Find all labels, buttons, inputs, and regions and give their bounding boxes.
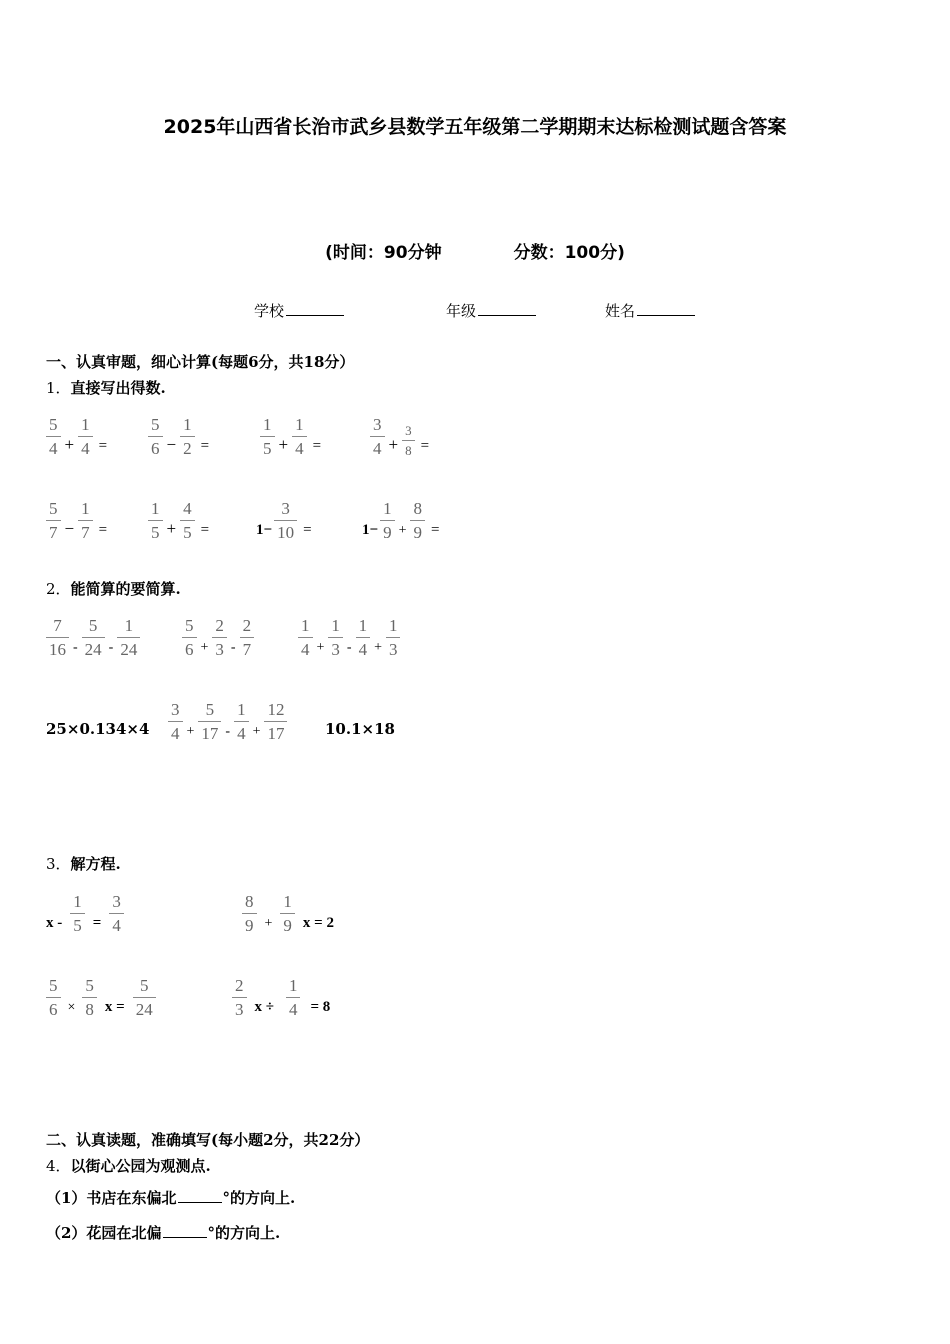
fraction-numerator: 3 — [281, 499, 290, 518]
fraction — [117, 617, 140, 658]
fraction-denominator: 24 — [82, 637, 105, 658]
fraction-numerator: 1 — [383, 499, 392, 518]
fraction — [260, 416, 275, 457]
fraction — [82, 617, 105, 658]
math-operator: = 8 — [310, 999, 331, 1015]
math-operator: x = 2 — [302, 915, 334, 931]
fraction — [242, 893, 257, 934]
fraction-denominator: 4 — [356, 637, 371, 658]
math-operator: + — [64, 435, 75, 454]
fraction-numerator: 4 — [183, 499, 192, 518]
fraction-numerator: 5 — [85, 976, 94, 995]
fraction-denominator: 4 — [78, 436, 93, 457]
math-operator: + — [186, 724, 195, 739]
fraction — [234, 701, 249, 742]
fraction-denominator: 4 — [168, 721, 183, 742]
fraction — [198, 701, 221, 742]
math-operator: + — [388, 435, 399, 454]
math-operator: = — [420, 438, 430, 454]
q4-text: 以街心公园为观测点. — [70, 1157, 211, 1175]
math-operator: + — [252, 724, 261, 739]
q4-prompt — [46, 1155, 211, 1176]
fraction-numerator: 1 — [331, 616, 340, 635]
school-label: 学校 — [254, 302, 285, 320]
fraction-denominator: 3 — [212, 637, 227, 658]
q1-prompt — [46, 377, 166, 398]
fraction-denominator: 4 — [370, 436, 385, 457]
fraction-denominator: 5 — [70, 913, 85, 934]
math-operator: - — [225, 724, 231, 739]
math-operator: + — [278, 435, 289, 454]
fraction-numerator: 1 — [151, 499, 160, 518]
fraction — [328, 617, 343, 658]
math-operator: - — [108, 640, 114, 655]
fraction-denominator: 4 — [46, 436, 61, 457]
q3-equation3 — [44, 968, 158, 1018]
q1-row2-item4 — [362, 491, 441, 541]
fraction — [180, 500, 195, 541]
fraction-denominator: 3 — [232, 997, 247, 1018]
q3-text: 解方程. — [70, 855, 121, 873]
math-operator: = — [200, 438, 210, 454]
q1-row1-item1 — [44, 407, 109, 457]
fraction — [180, 416, 195, 457]
math-operator: = — [303, 522, 312, 538]
fraction-denominator: 6 — [182, 637, 197, 658]
fraction — [182, 617, 197, 658]
fraction-denominator: 10 — [274, 520, 297, 541]
grade-field[interactable] — [446, 300, 536, 321]
fraction — [46, 500, 61, 541]
time-label: (时间：90分钟 — [325, 243, 442, 263]
fraction-numerator: 1 — [301, 616, 310, 635]
fraction-numerator: 1 — [237, 700, 246, 719]
fraction-denominator: 17 — [264, 721, 287, 742]
fraction-numerator: 1 — [183, 415, 192, 434]
math-operator: + — [374, 640, 382, 655]
fraction — [274, 500, 297, 541]
fraction — [70, 893, 85, 934]
section2-heading: 二、认真读题，准确填写(每小题2分，共22分） — [46, 1131, 370, 1149]
fraction-numerator: 1 — [295, 415, 304, 434]
fraction-denominator: 7 — [46, 520, 61, 541]
q2-number: 2． — [46, 580, 71, 598]
fraction-numerator: 3 — [112, 892, 121, 911]
fraction-numerator: 5 — [49, 499, 58, 518]
q2-expr2 — [180, 608, 256, 658]
fraction — [148, 500, 163, 541]
fraction-numerator: 1 — [283, 892, 292, 911]
fraction — [298, 617, 313, 658]
math-operator: 1− — [256, 522, 273, 538]
math-operator: x = — [104, 999, 125, 1015]
fraction-numerator: 8 — [413, 499, 422, 518]
q4-sub2-blank[interactable] — [163, 1223, 207, 1238]
q2-text: 能简算的要简算. — [70, 580, 181, 598]
math-operator: − — [64, 519, 75, 538]
name-label: 姓名 — [605, 302, 636, 320]
fraction-numerator: 1 — [81, 415, 90, 434]
fraction-denominator: 9 — [280, 913, 295, 934]
fraction-denominator: 8 — [82, 997, 97, 1018]
fraction — [133, 977, 156, 1018]
fraction-denominator: 7 — [240, 637, 255, 658]
fraction — [78, 416, 93, 457]
math-operator: + — [398, 523, 407, 538]
math-operator: − — [166, 435, 177, 454]
fraction — [240, 617, 255, 658]
q1-row2-item2 — [146, 491, 211, 541]
school-field[interactable] — [254, 300, 344, 321]
math-operator: - — [73, 640, 78, 655]
fraction-numerator: 5 — [49, 415, 58, 434]
fraction — [148, 416, 163, 457]
math-operator: x ÷ — [254, 999, 274, 1015]
fraction — [410, 500, 425, 541]
fraction-numerator: 3 — [405, 423, 412, 438]
fraction-numerator: 12 — [267, 700, 285, 719]
fraction-denominator: 4 — [286, 997, 301, 1018]
math-operator: 1− — [362, 522, 379, 538]
fraction — [286, 977, 301, 1018]
math-operator: + — [166, 519, 177, 538]
fraction — [232, 977, 247, 1018]
q1-row1-item2 — [146, 407, 211, 457]
fraction — [46, 416, 61, 457]
fraction-denominator: 3 — [386, 637, 401, 658]
fraction — [356, 617, 371, 658]
q3-equation1 — [46, 884, 126, 934]
fraction — [264, 701, 287, 742]
fraction-denominator: 9 — [380, 520, 395, 541]
fraction-numerator: 1 — [263, 415, 272, 434]
fraction — [168, 701, 183, 742]
fraction-numerator: 1 — [124, 616, 134, 635]
fraction-numerator: 5 — [205, 700, 215, 719]
fraction — [380, 500, 395, 541]
q4-sub2-suffix: °的方向上. — [207, 1224, 281, 1242]
math-operator: = — [430, 522, 440, 538]
fraction — [386, 617, 401, 658]
fraction — [370, 416, 385, 457]
fraction-numerator: 1 — [358, 616, 368, 635]
q2-expr3 — [296, 608, 402, 658]
q1-number: 1． — [46, 379, 71, 397]
fraction — [280, 893, 295, 934]
fraction-denominator: 24 — [117, 637, 140, 658]
math-operator: × — [67, 1000, 76, 1015]
q4-sub1 — [46, 1187, 295, 1208]
fraction-numerator: 3 — [171, 700, 180, 719]
q2-expr4: 25×0.134×4 — [46, 720, 150, 738]
math-operator: - — [346, 640, 352, 655]
math-operator: x - — [46, 915, 63, 931]
math-operator: = — [312, 438, 322, 454]
math-operator: - — [230, 640, 236, 655]
q3-equation2 — [240, 884, 334, 934]
fraction-numerator: 5 — [88, 616, 98, 635]
fraction — [82, 977, 97, 1018]
fraction-numerator: 1 — [73, 892, 82, 911]
fraction — [109, 893, 124, 934]
math-operator: + — [200, 640, 209, 655]
math-operator: = — [200, 522, 210, 538]
q4-number: 4． — [46, 1157, 71, 1175]
q1-row1-item4 — [368, 407, 431, 457]
q1-text: 直接写出得数. — [70, 379, 166, 397]
q1-row2-item3 — [256, 491, 314, 541]
q4-sub1-suffix: °的方向上. — [222, 1189, 296, 1207]
q2-expr6: 10.1×18 — [325, 720, 395, 738]
fraction-denominator: 4 — [298, 637, 313, 658]
fraction-denominator: 9 — [410, 520, 425, 541]
fraction-denominator: 5 — [260, 436, 275, 457]
q1-row1-item3 — [258, 407, 323, 457]
fraction-denominator: 5 — [148, 520, 163, 541]
fraction-denominator: 16 — [46, 637, 69, 658]
fraction-numerator: 7 — [53, 616, 62, 635]
fraction-denominator: 5 — [180, 520, 195, 541]
fraction — [292, 416, 307, 457]
q4-sub2-prefix: （2）花园在北偏 — [46, 1224, 162, 1242]
fraction — [78, 500, 93, 541]
q4-sub2 — [46, 1222, 280, 1243]
math-operator: = — [98, 438, 108, 454]
q3-prompt — [46, 853, 121, 874]
fraction-denominator: 4 — [292, 436, 307, 457]
fraction-numerator: 3 — [373, 415, 382, 434]
fraction-numerator: 8 — [245, 892, 254, 911]
q3-number: 3． — [46, 855, 71, 873]
fraction-numerator: 2 — [242, 616, 252, 635]
fraction-denominator: 6 — [46, 997, 61, 1018]
section1-heading: 一、认真审题，细心计算(每题6分，共18分） — [46, 353, 355, 371]
fraction-numerator: 5 — [139, 976, 149, 995]
fraction-numerator: 5 — [185, 616, 194, 635]
q4-sub1-prefix: （1）书店在东偏北 — [46, 1189, 177, 1207]
fraction-numerator: 1 — [388, 616, 398, 635]
q2-expr1 — [44, 608, 142, 658]
fraction-denominator: 7 — [78, 520, 93, 541]
math-operator: + — [264, 916, 273, 931]
document-title: 2025年山西省长治市武乡县数学五年级第二学期期末达标检测试题含答案 — [163, 116, 787, 138]
fraction-numerator: 2 — [235, 976, 244, 995]
time-score-line — [0, 238, 950, 263]
fraction-denominator: 4 — [234, 721, 249, 742]
math-operator: = — [92, 915, 102, 931]
fraction — [46, 977, 61, 1018]
grade-label: 年级 — [446, 302, 477, 320]
q2-expr5 — [166, 692, 289, 742]
fraction-numerator: 1 — [81, 499, 90, 518]
fraction-numerator: 5 — [49, 976, 58, 995]
q1-row2-item1 — [44, 491, 109, 541]
fraction-denominator: 9 — [242, 913, 257, 934]
fraction — [46, 617, 69, 658]
fraction-denominator: 17 — [198, 721, 221, 742]
name-field[interactable] — [605, 300, 695, 321]
fraction-numerator: 1 — [288, 976, 298, 995]
math-operator: = — [98, 522, 108, 538]
fraction — [212, 617, 227, 658]
score-label: 分数：100分) — [513, 243, 625, 263]
fraction-denominator: 3 — [328, 637, 343, 658]
fraction-numerator: 2 — [215, 616, 224, 635]
q2-prompt — [46, 578, 181, 599]
q4-sub1-blank[interactable] — [178, 1188, 222, 1203]
fraction-denominator: 2 — [180, 436, 195, 457]
fraction-denominator: 24 — [133, 997, 156, 1018]
fraction-denominator: 6 — [148, 436, 163, 457]
fraction-numerator: 5 — [151, 415, 160, 434]
fraction-denominator: 4 — [109, 913, 124, 934]
fraction — [402, 424, 415, 457]
q3-equation4 — [230, 968, 330, 1018]
fraction-denominator: 8 — [402, 440, 415, 457]
math-operator: + — [316, 640, 325, 655]
